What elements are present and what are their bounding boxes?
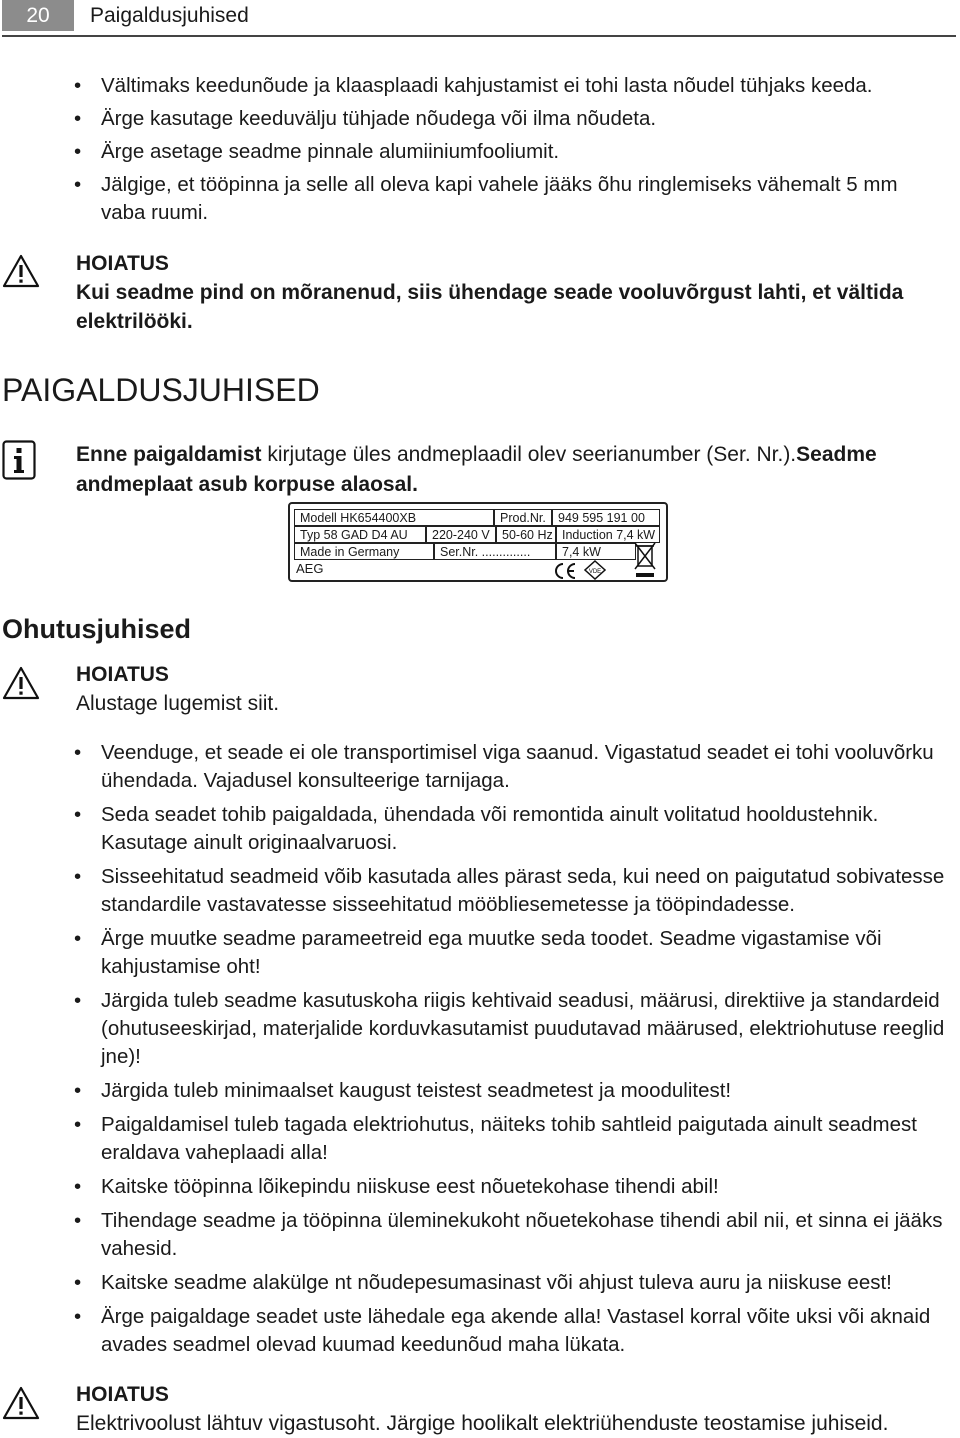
list-item: • Jälgige, et tööpinna ja selle all oleva kapi vahele jääks õhu ringlemiseks vähemalt 5 mm vaba ruumi.: [0, 171, 960, 227]
warning-icon: [2, 666, 40, 700]
list-item: • Ärge paigaldage seadet uste lähedale ega akende alla! Vastasel korral võite uksi või aknaid avades seadmel olevad kuumad keedunõud maha lükata.: [0, 1303, 960, 1359]
plate-type: Typ 58 GAD D4 AU: [294, 526, 426, 543]
warning-text: Kui seadme pind on mõranenud, siis ühendage seade vooluvõrgust lahti, et vältida elektrilööki.: [76, 281, 904, 333]
safety-bullet-list: [0, 739, 960, 1365]
plate-serial: Ser.Nr. ..............: [434, 543, 556, 560]
list-item: • Tihendage seadme ja tööpinna üleminekukoht nõuetekohase tihendi abil nii, et sinna ei jääks vahesid.: [0, 1207, 960, 1263]
warning-title: HOIATUS: [76, 1383, 169, 1406]
ce-mark-icon: [552, 562, 578, 580]
list-item: • Sisseehitatud seadmeid võib kasutada alles pärast seda, kui need on paigutatud sobivatesse standardile vastavatesse sisseehitatud mööbliesemetesse ja tööpindadesse.: [0, 863, 960, 919]
info-plain-text: kirjutage üles andmeplaadil olev seerianumber (Ser. Nr.).: [261, 443, 797, 466]
page-header: [0, 0, 960, 36]
rating-plate: [288, 502, 668, 582]
warning-icon: [2, 254, 40, 288]
list-item: • Ärge kasutage keeduvälju tühjade nõudega või ilma nõudeta.: [0, 105, 960, 133]
plate-brand: AEG: [296, 561, 324, 576]
list-item: • Veenduge, et seade ei ole transportimisel viga saanud. Vigastatud seadet ei tohi vooluvõrku ühendada. Vajadusel konsulteerige tarnijaga.: [0, 739, 960, 795]
weee-bin-icon: [632, 540, 658, 580]
vde-mark-icon: [584, 560, 606, 580]
warning-text: Alustage lugemist siit.: [76, 692, 280, 715]
list-item: • Ärge muutke seadme parameetreid ega muutke seda toodet. Seadme vigastamise või kahjustamise oht!: [0, 925, 960, 981]
plate-power: 7,4 kW: [556, 543, 636, 560]
header-rule: [2, 35, 956, 37]
plate-prod-label: Prod.Nr.: [494, 509, 552, 526]
subsection-heading: Ohutusjuhised: [2, 614, 191, 644]
list-item: • Järgida tuleb minimaalset kaugust teistest seadmetest ja moodulitest!: [0, 1077, 960, 1105]
warning-title: HOIATUS: [76, 252, 169, 275]
info-icon: [2, 440, 36, 480]
running-title: Paigaldusjuhised: [90, 4, 249, 27]
list-item: • Paigaldamisel tuleb tagada elektriohutus, näiteks tohib sahtleid paigutada ainult seadmest eraldava vaheplaadi alla!: [0, 1111, 960, 1167]
vde-text: VDE: [588, 569, 602, 575]
warning-title: HOIATUS: [76, 663, 169, 686]
top-bullet-list: [0, 72, 960, 232]
info-text: [76, 440, 956, 500]
info-bold-end: Seadme andmeplaat asub korpuse alaosal.: [76, 443, 877, 496]
plate-frequency: 50-60 Hz: [496, 526, 556, 543]
plate-origin: Made in Germany: [294, 543, 434, 560]
list-item: • Seda seadet tohib paigaldada, ühendada või remontida ainult volitatud hooldustehnik. Kasutage ainult originaalvaruosi.: [0, 801, 960, 857]
list-item: • Ärge asetage seadme pinnale alumiiniumfooliumit.: [0, 138, 960, 166]
plate-prod-nr: 949 595 191 00: [552, 509, 660, 526]
page-number: 20: [2, 0, 74, 31]
info-bold-start: Enne paigaldamist: [76, 443, 262, 466]
section-heading: PAIGALDUSJUHISED: [2, 372, 320, 408]
warning-text: Elektrivoolust lähtuv vigastusoht. Järgige hoolikalt elektriühenduste teostamise juhiseid.: [76, 1412, 889, 1435]
plate-voltage: 220-240 V: [426, 526, 496, 543]
list-item: • Vältimaks keedunõude ja klaasplaadi kahjustamist ei tohi lasta nõudel tühjaks keeda.: [0, 72, 960, 100]
list-item: • Järgida tuleb seadme kasutuskoha riigis kehtivaid seadusi, määrusi, direktiive ja standardeid (ohutuseeskirjad, materjalide korduvkasutamist puudutavad määrused, elektriohutuse reeglid jne)!: [0, 987, 960, 1071]
list-item: • Kaitske tööpinna lõikepindu niiskuse eest nõuetekohase tihendi abil!: [0, 1173, 960, 1201]
list-item: • Kaitske seadme alakülge nt nõudepesumasinast või ahjust tuleva auru ja niiskuse eest!: [0, 1269, 960, 1297]
plate-induction: Induction 7,4 kW: [556, 526, 660, 543]
warning-icon: [2, 1386, 40, 1420]
plate-model: Modell HK654400XB: [294, 509, 494, 526]
